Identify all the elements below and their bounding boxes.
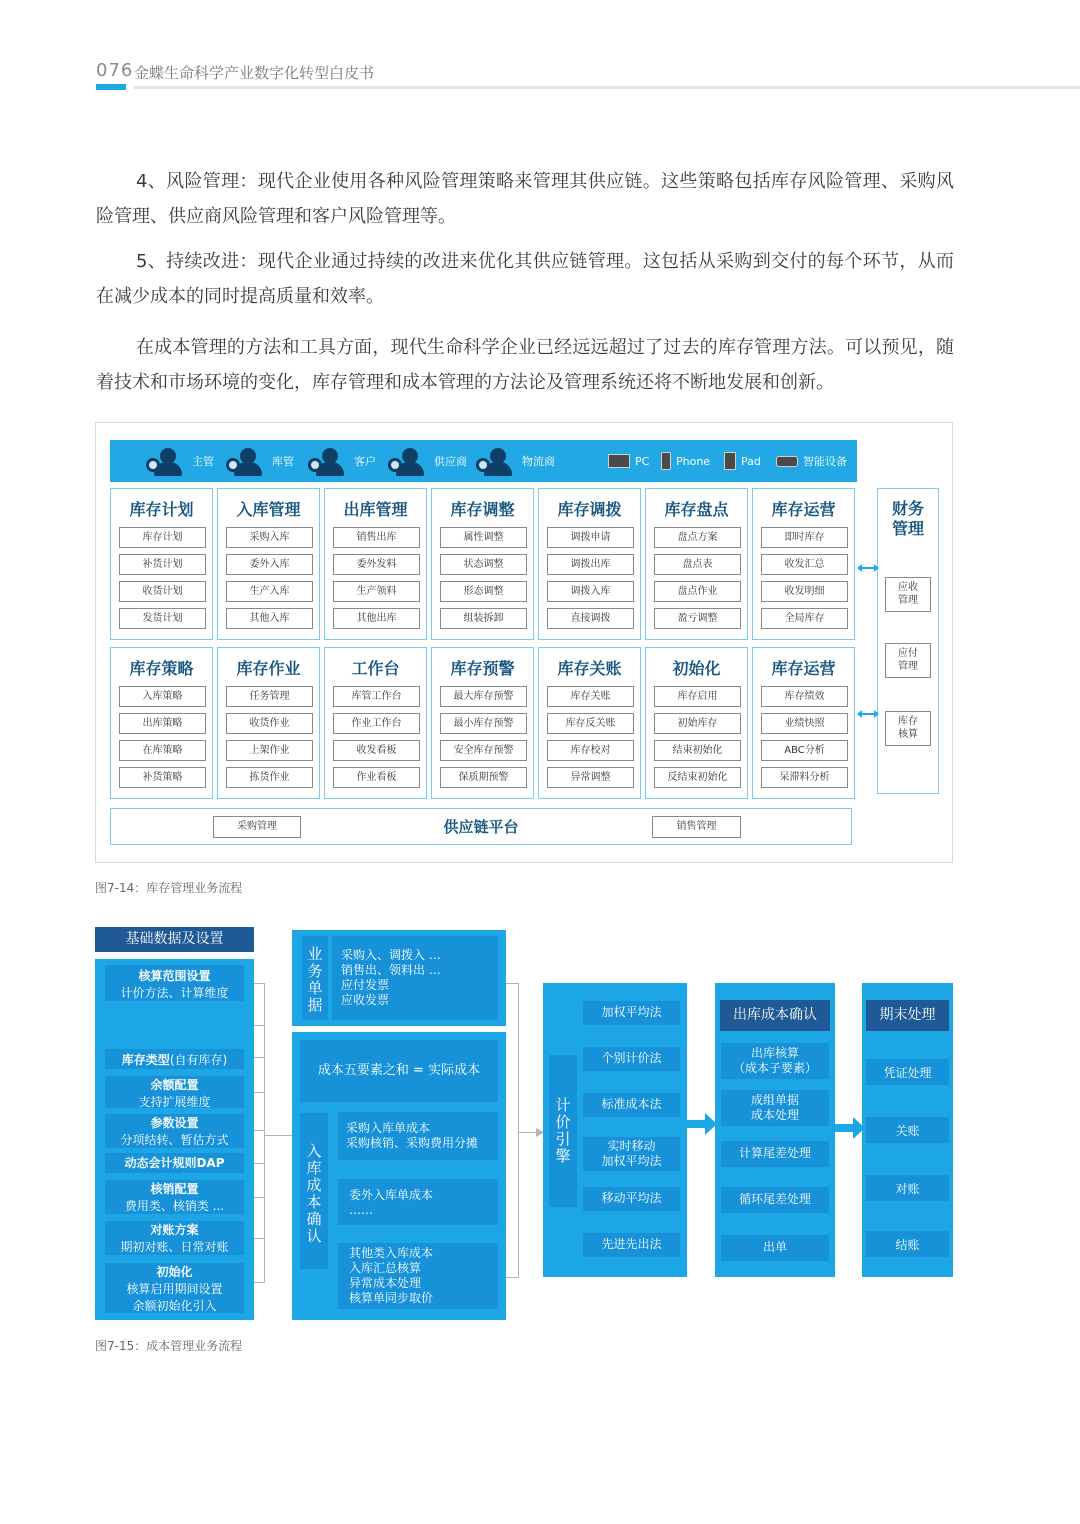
module-title: 工作台 (351, 659, 400, 678)
business-doc-line: 应收发票 (341, 993, 390, 1007)
vertical-char: 引 (555, 1130, 571, 1148)
business-doc-line: 应付发票 (341, 978, 390, 992)
module-item: 库存反关账 (547, 713, 634, 734)
module-item: 反结束初始化 (654, 767, 741, 788)
module-item: 补货计划 (119, 554, 206, 575)
basic-item-initialization (105, 1263, 244, 1313)
basic-item-title: 核销配置 (150, 1182, 199, 1196)
module-item: 作业看板 (333, 767, 420, 788)
module-column (324, 488, 427, 640)
device-smart (776, 440, 847, 482)
device-pc (608, 440, 649, 482)
module-item: 初始库存 (654, 713, 741, 734)
vertical-char: 单 (307, 979, 323, 997)
outbound-item (721, 1043, 829, 1079)
user-search-icon (308, 444, 352, 478)
basic-item-title: 动态会计规则DAP (124, 1156, 225, 1170)
module-item: 补货策略 (119, 767, 206, 788)
period-end-item-label: 结账 (895, 1238, 920, 1252)
module-item: 在库策略 (119, 740, 206, 761)
basic-item-title: 参数设置 (150, 1116, 199, 1130)
paragraph-cost-management: 在成本管理的方法和工具方面，现代生命科学企业已经远远超过了过去的库存管理方法。可以预见，随着技术和市场环境的变化，库存管理和成本管理的方法论及管理系统还将不断地发展和创新。 (96, 337, 954, 393)
vertical-char: 本 (306, 1193, 322, 1211)
pricing-method (583, 1187, 680, 1211)
business-doc-line: 采购入、调拨入 … (341, 948, 441, 962)
finance-box-line: 库存 (898, 716, 918, 727)
module-item: 业绩快照 (761, 713, 848, 734)
module-item: 库存关账 (547, 686, 634, 707)
vertical-char: 业 (307, 945, 323, 963)
outbound-item-line: 成组单据 (750, 1093, 799, 1107)
module-item: 其他出库 (333, 608, 420, 629)
basic-item-stock-type (105, 1049, 244, 1069)
module-item: 最大库存预警 (440, 686, 527, 707)
inbound-line: 采购入库单成本 (346, 1121, 431, 1135)
finance-title (878, 499, 938, 539)
inbound-line: …… (349, 1203, 373, 1217)
figure1-caption: 图7-14：库存管理业务流程 (95, 881, 243, 895)
module-title: 库存调拨 (557, 500, 622, 519)
role-label: 主管 (192, 455, 214, 468)
module-item: 作业工作台 (333, 713, 420, 734)
module-column (645, 647, 748, 799)
basic-item-sub: 核算启用期间设置 (126, 1282, 223, 1296)
module-item: 全局库存 (761, 608, 848, 629)
page-number: 076 (96, 60, 134, 81)
role-label: 库管 (272, 455, 294, 468)
basic-data-header: 基础数据及设置 (95, 927, 254, 952)
big-arrow-icon (687, 1113, 717, 1135)
finance-title-line: 管理 (891, 519, 924, 538)
module-column (110, 647, 213, 799)
module-item: ABC分析 (761, 740, 848, 761)
module-item: 即时库存 (761, 527, 848, 548)
inbound-group-purchase (338, 1112, 498, 1160)
module-item: 收发明细 (761, 581, 848, 602)
big-arrow-icon (835, 1117, 865, 1139)
module-title: 出库管理 (343, 500, 408, 519)
role-customer (308, 440, 376, 482)
vertical-char: 库 (306, 1159, 322, 1177)
vertical-char: 认 (306, 1227, 322, 1245)
inbound-group-other (338, 1243, 498, 1309)
finance-box-line: 应付 (898, 648, 918, 659)
vertical-char: 务 (307, 962, 323, 980)
role-label: 供应商 (434, 455, 467, 468)
module-item: 销售出库 (333, 527, 420, 548)
business-docs-panel (292, 930, 506, 1026)
header-rule (134, 86, 1080, 89)
user-search-icon (226, 444, 270, 478)
module-item: 库存绩效 (761, 686, 848, 707)
period-end-item-label: 凭证处理 (883, 1066, 932, 1080)
basic-item-title: 初始化 (156, 1265, 193, 1279)
pricing-method-line: 标准成本法 (601, 1097, 662, 1111)
finance-management-panel (877, 488, 939, 794)
module-item: 调拨入库 (547, 581, 634, 602)
finance-box-receivable (885, 577, 931, 612)
module-item: 异常调整 (547, 767, 634, 788)
finance-box-line: 管理 (898, 595, 918, 606)
period-end-item (866, 1231, 949, 1257)
inbound-line: 核算单同步取价 (349, 1291, 434, 1305)
business-docs-list (332, 936, 498, 1020)
inbound-line: 采购核销、采购费用分摊 (346, 1136, 479, 1150)
pricing-engine-label (549, 1055, 577, 1207)
module-item: 委外入库 (226, 554, 313, 575)
module-item: 结束初始化 (654, 740, 741, 761)
supply-chain-platform (110, 808, 852, 845)
outbound-item-line: 出库核算 (750, 1046, 799, 1060)
module-title: 库存计划 (129, 500, 194, 519)
module-title: 初始化 (672, 659, 721, 678)
module-item: 状态调整 (440, 554, 527, 575)
tablet-icon (724, 452, 736, 470)
user-search-icon (388, 444, 432, 478)
module-item: 库存校对 (547, 740, 634, 761)
role-logistics (476, 440, 555, 482)
module-column (217, 488, 320, 640)
outbound-item (721, 1187, 829, 1213)
user-search-icon (146, 444, 190, 478)
inbound-confirm-label (300, 1113, 328, 1269)
platform-sales: 销售管理 (652, 816, 741, 838)
figure2-caption: 图7-15：成本管理业务流程 (95, 1339, 243, 1353)
basic-item-suffix: (自有库存) (169, 1053, 228, 1067)
period-end-item-label: 关账 (895, 1124, 920, 1138)
module-item: 生产领料 (333, 581, 420, 602)
user-search-icon (476, 444, 520, 478)
module-item: 盘点表 (654, 554, 741, 575)
finance-title-line: 财务 (891, 499, 924, 518)
outbound-item-line: 循环尾差处理 (738, 1192, 811, 1206)
connector-line (254, 1130, 265, 1131)
pricing-method (583, 1093, 680, 1117)
module-column (645, 488, 748, 640)
role-label: 物流商 (522, 455, 555, 468)
pricing-method (583, 1137, 680, 1171)
vertical-char: 计 (555, 1096, 571, 1114)
finance-box-line: 核算 (898, 729, 918, 740)
module-item: 出库策略 (119, 713, 206, 734)
basic-item-title: 库存类型 (121, 1053, 170, 1067)
module-title: 库存盘点 (664, 500, 729, 519)
module-item: 形态调整 (440, 581, 527, 602)
period-end-title: 期末处理 (866, 1000, 949, 1031)
inbound-line: 入库汇总核算 (349, 1261, 422, 1275)
module-column (538, 647, 641, 799)
vertical-char: 确 (306, 1210, 322, 1228)
module-item: 最小库存预警 (440, 713, 527, 734)
module-item: 上架作业 (226, 740, 313, 761)
module-item: 库存计划 (119, 527, 206, 548)
pricing-method-line: 加权平均法 (601, 1005, 662, 1019)
basic-item-sub: 期初对账、日常对账 (120, 1240, 229, 1254)
connector-line (254, 1092, 265, 1093)
module-item: 任务管理 (226, 686, 313, 707)
finance-box-line: 应收 (898, 582, 918, 593)
period-end-item (866, 1059, 949, 1085)
role-label: 客户 (354, 455, 376, 468)
module-item: 委外发料 (333, 554, 420, 575)
connector-line (254, 1025, 265, 1026)
platform-procurement: 采购管理 (213, 816, 301, 838)
vertical-char: 入 (306, 1142, 322, 1160)
header-accent-bar (96, 84, 126, 90)
module-column (752, 647, 855, 799)
basic-item-sub: 费用类、核销类 ... (124, 1199, 225, 1213)
module-item: 其他入库 (226, 608, 313, 629)
basic-item-reconciliation (105, 1221, 244, 1255)
module-item: 直接调拨 (547, 608, 634, 629)
module-item: 库存启用 (654, 686, 741, 707)
inbound-line: 委外入库单成本 (349, 1188, 434, 1202)
module-title: 库存运营 (771, 500, 836, 519)
basic-item-title: 对账方案 (150, 1223, 199, 1237)
period-end-item-label: 对账 (895, 1182, 920, 1196)
basic-data-panel (95, 959, 254, 1320)
module-title: 库存运营 (771, 659, 836, 678)
basic-item-balance (105, 1076, 244, 1108)
basic-item-writeoff (105, 1180, 244, 1214)
period-end-item (866, 1117, 949, 1143)
pricing-method-line: 先进先出法 (601, 1237, 662, 1251)
roles-bar (110, 440, 857, 482)
double-arrow-icon (857, 563, 879, 573)
module-item: 库管工作台 (333, 686, 420, 707)
module-item: 入库策略 (119, 686, 206, 707)
basic-item-sub: 支持扩展维度 (138, 1095, 211, 1109)
module-item: 收发看板 (333, 740, 420, 761)
connector-bracket (506, 983, 519, 1278)
cost-formula: 成本五要素之和 = 实际成本 (300, 1040, 498, 1102)
module-title: 库存预警 (450, 659, 515, 678)
outbound-item (721, 1090, 829, 1126)
module-title: 库存调整 (450, 500, 515, 519)
device-label: Phone (676, 454, 711, 468)
module-item: 发货计划 (119, 608, 206, 629)
phone-icon (661, 452, 671, 470)
module-column (217, 647, 320, 799)
outbound-item (721, 1141, 829, 1167)
connector-line (254, 1238, 265, 1239)
module-item: 组装拆卸 (440, 608, 527, 629)
module-item: 盈亏调整 (654, 608, 741, 629)
module-title: 库存关账 (557, 659, 622, 678)
basic-item-dap (105, 1153, 244, 1173)
module-item: 拣货作业 (226, 767, 313, 788)
inbound-line: 其他类入库成本 (349, 1246, 434, 1260)
module-item: 调拨出库 (547, 554, 634, 575)
module-item: 调拨申请 (547, 527, 634, 548)
basic-item-sub: 计价方法、计算维度 (120, 986, 229, 1000)
pricing-method-line: 移动平均法 (601, 1191, 662, 1205)
device-label: PC (635, 454, 650, 468)
module-item: 收货作业 (226, 713, 313, 734)
module-item: 安全库存预警 (440, 740, 527, 761)
connector-line (254, 1057, 265, 1058)
device-label: Pad (741, 454, 761, 468)
module-item: 盘点方案 (654, 527, 741, 548)
module-item: 保质期预警 (440, 767, 527, 788)
module-title: 入库管理 (236, 500, 301, 519)
vertical-char: 价 (555, 1113, 571, 1131)
module-column (324, 647, 427, 799)
vertical-char: 擎 (555, 1147, 571, 1165)
role-supervisor (146, 440, 214, 482)
outbound-item-line: （成本子要素） (732, 1061, 817, 1075)
connector-line (254, 1197, 265, 1198)
pricing-method (583, 1047, 680, 1071)
module-title: 库存作业 (236, 659, 301, 678)
business-doc-line: 销售出、领料出 … (341, 963, 441, 977)
period-end-item (866, 1175, 949, 1201)
module-column (431, 488, 534, 640)
outbound-item-line: 成本处理 (750, 1108, 799, 1122)
outbound-item-line: 出单 (762, 1240, 787, 1254)
device-label: 智能设备 (803, 455, 847, 468)
finance-box-line: 管理 (898, 661, 918, 672)
inbound-cost-panel (292, 1032, 506, 1320)
connector-line (265, 1135, 292, 1136)
connector-line (254, 1163, 265, 1164)
module-column (110, 488, 213, 640)
module-item: 属性调整 (440, 527, 527, 548)
basic-item-sub: 余额初始化引入 (132, 1299, 217, 1313)
module-item: 收货计划 (119, 581, 206, 602)
module-column (431, 647, 534, 799)
basic-item-scope (105, 965, 244, 1001)
paragraph-risk-management: 4、风险管理：现代企业使用各种风险管理策略来管理其供应链。这些策略包括库存风险管理、采购风险管理、供应商风险管理和客户风险管理等。 (96, 171, 954, 227)
module-column (752, 488, 855, 640)
pricing-engine-panel (543, 983, 687, 1277)
pricing-method-line: 实时移动 (607, 1139, 656, 1153)
finance-box-payable (885, 643, 931, 678)
module-item: 采购入库 (226, 527, 313, 548)
role-warehouse-keeper (226, 440, 294, 482)
pricing-method (583, 1001, 680, 1025)
module-item: 收发汇总 (761, 554, 848, 575)
header-title: 金蝶生命科学产业数字化转型白皮书 (134, 64, 375, 82)
platform-title: 供应链平台 (443, 818, 519, 836)
inbound-group-outsource (338, 1179, 498, 1225)
basic-item-title: 余额配置 (150, 1078, 199, 1092)
period-end-panel (862, 983, 953, 1277)
pricing-method (583, 1233, 680, 1257)
device-phone (661, 440, 710, 482)
device-pad (724, 440, 761, 482)
outbound-item (721, 1235, 829, 1261)
paragraph-continuous-improvement: 5、持续改进：现代企业通过持续的改进来优化其供应链管理。这包括从采购到交付的每个环节，从而在减少成本的同时提高质量和效率。 (96, 251, 954, 307)
vertical-char: 成 (306, 1176, 322, 1194)
module-item: 盘点作业 (654, 581, 741, 602)
basic-item-parameters (105, 1114, 244, 1148)
pricing-method-line: 个别计价法 (601, 1051, 662, 1065)
module-item: 生产入库 (226, 581, 313, 602)
finance-box-inventory-accounting (885, 711, 931, 746)
module-item: 呆滞料分析 (761, 767, 848, 788)
inbound-line: 异常成本处理 (349, 1276, 422, 1290)
module-title: 库存策略 (129, 659, 194, 678)
outbound-panel (715, 983, 835, 1277)
monitor-icon (608, 454, 630, 468)
smart-device-icon (776, 456, 798, 467)
vertical-char: 据 (307, 996, 323, 1014)
pricing-method-line: 加权平均法 (601, 1154, 662, 1168)
basic-item-title: 核算范围设置 (138, 969, 211, 983)
basic-item-sub: 分项结转、暂估方式 (120, 1133, 229, 1147)
outbound-item-line: 计算尾差处理 (738, 1146, 811, 1160)
module-column (538, 488, 641, 640)
role-supplier (388, 440, 467, 482)
business-docs-label (302, 936, 328, 1020)
double-arrow-icon (857, 709, 879, 719)
outbound-title: 出库成本确认 (720, 1000, 830, 1031)
